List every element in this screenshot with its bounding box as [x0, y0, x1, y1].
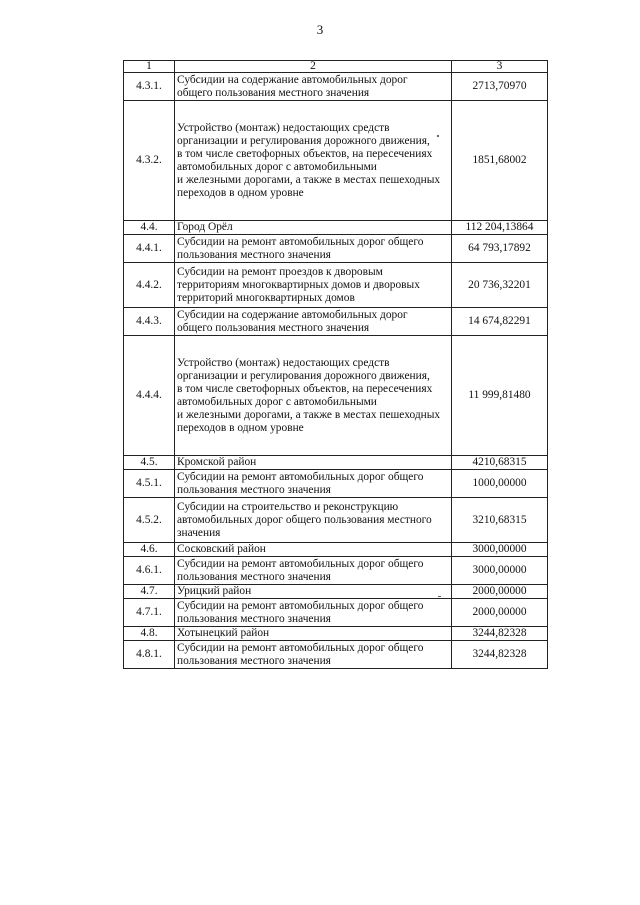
row-number: 4.6.1.: [124, 557, 175, 585]
row-description: [175, 456, 452, 470]
row-amount: 3244,82328: [452, 641, 548, 669]
row-description-text: Субсидии на содержание автомобильных дорог общего пользования местного значения: [177, 308, 408, 334]
row-description-text: Устройство (монтаж) недостающих средств организации и регулирования дорожного движения, в том числе светофорных объектов, на пересечениях автомобильных дорог с автомобильными и железными дорогами, а также в местах пешеходных переходов в одном уровне: [177, 356, 441, 434]
row-amount: 1851,68002: [452, 101, 548, 221]
table-body: [124, 73, 548, 669]
table-row: [124, 585, 548, 599]
table-row: [124, 308, 548, 336]
row-description-text: Урицкий район: [177, 585, 252, 597]
budget-table: [123, 60, 548, 669]
row-description-text: Субсидии на ремонт автомобильных дорог общего пользования местного значения: [177, 557, 424, 583]
row-description-text: Субсидии на ремонт автомобильных дорог общего пользования местного значения: [177, 599, 424, 625]
row-description: [175, 308, 452, 336]
row-description-text: Субсидии на содержание автомобильных дорог общего пользования местного значения: [177, 73, 408, 99]
row-description-text: Сосковский район: [177, 543, 266, 555]
row-description: [175, 235, 452, 263]
page-number: 3: [316, 22, 324, 37]
row-amount: 3210,68315: [452, 498, 548, 543]
column-header-description: 2: [175, 61, 452, 73]
row-number: 4.4.2.: [124, 263, 175, 308]
row-description: [175, 599, 452, 627]
row-description: [175, 263, 452, 308]
row-number: 4.4.4.: [124, 336, 175, 456]
row-description: [175, 470, 452, 498]
row-number: 4.4.1.: [124, 235, 175, 263]
row-number: 4.4.: [124, 221, 175, 235]
row-description-text: Субсидии на ремонт проездов к дворовым территориям многоквартирных домов и дворовых территорий многоквартирных домов: [177, 265, 420, 304]
row-description-text: Кромской район: [177, 456, 257, 468]
row-number: 4.7.1.: [124, 599, 175, 627]
scan-speck: [438, 596, 441, 597]
table-row: [124, 73, 548, 101]
row-description-text: Субсидии на ремонт автомобильных дорог общего пользования местного значения: [177, 470, 424, 496]
row-amount: 2713,70970: [452, 73, 548, 101]
row-amount: 20 736,32201: [452, 263, 548, 308]
table-row: [124, 498, 548, 543]
row-amount: 11 999,81480: [452, 336, 548, 456]
row-number: 4.3.2.: [124, 101, 175, 221]
row-description: [175, 336, 452, 456]
scan-speck: [437, 135, 439, 137]
row-description: [175, 585, 452, 599]
row-number: 4.5.: [124, 456, 175, 470]
row-number: 4.8.: [124, 627, 175, 641]
table-row: [124, 543, 548, 557]
row-number: 4.8.1.: [124, 641, 175, 669]
table-row: [124, 641, 548, 669]
row-amount: 1000,00000: [452, 470, 548, 498]
row-amount: 3000,00000: [452, 543, 548, 557]
column-header-number: 1: [124, 61, 175, 73]
row-description: [175, 498, 452, 543]
row-amount: 14 674,82291: [452, 308, 548, 336]
table-row: [124, 599, 548, 627]
column-header-amount: 3: [452, 61, 548, 73]
row-amount: 2000,00000: [452, 599, 548, 627]
table-row: [124, 456, 548, 470]
row-number: 4.5.2.: [124, 498, 175, 543]
row-amount: 64 793,17892: [452, 235, 548, 263]
row-description: [175, 557, 452, 585]
table-row: [124, 235, 548, 263]
row-number: 4.5.1.: [124, 470, 175, 498]
table-row: [124, 470, 548, 498]
row-description-text: Город Орёл: [177, 221, 233, 233]
row-description-text: Субсидии на ремонт автомобильных дорог общего пользования местного значения: [177, 641, 424, 667]
table-row: [124, 221, 548, 235]
row-amount: 3244,82328: [452, 627, 548, 641]
row-number: 4.7.: [124, 585, 175, 599]
table-row: [124, 101, 548, 221]
row-description-text: Субсидии на ремонт автомобильных дорог общего пользования местного значения: [177, 235, 424, 261]
table-row: [124, 627, 548, 641]
table-row: [124, 557, 548, 585]
row-description: [175, 73, 452, 101]
table-row: [124, 336, 548, 456]
row-description-text: Хотынецкий район: [177, 627, 270, 639]
row-number: 4.6.: [124, 543, 175, 557]
table-header-row: [124, 61, 548, 73]
row-description: [175, 101, 452, 221]
table-row: [124, 263, 548, 308]
row-amount: 112 204,13864: [452, 221, 548, 235]
row-description: [175, 543, 452, 557]
row-number: 4.3.1.: [124, 73, 175, 101]
row-description: [175, 221, 452, 235]
row-amount: 2000,00000: [452, 585, 548, 599]
row-description-text: Субсидии на строительство и реконструкцию автомобильных дорог общего пользования местного значения: [177, 500, 432, 539]
row-number: 4.4.3.: [124, 308, 175, 336]
row-description: [175, 641, 452, 669]
row-description: [175, 627, 452, 641]
row-amount: 4210,68315: [452, 456, 548, 470]
row-amount: 3000,00000: [452, 557, 548, 585]
row-description-text: Устройство (монтаж) недостающих средств организации и регулирования дорожного движения, в том числе светофорных объектов, на пересечениях автомобильных дорог с автомобильными и железными дорогами, а также в местах пешеходных переходов в одном уровне: [177, 121, 441, 199]
